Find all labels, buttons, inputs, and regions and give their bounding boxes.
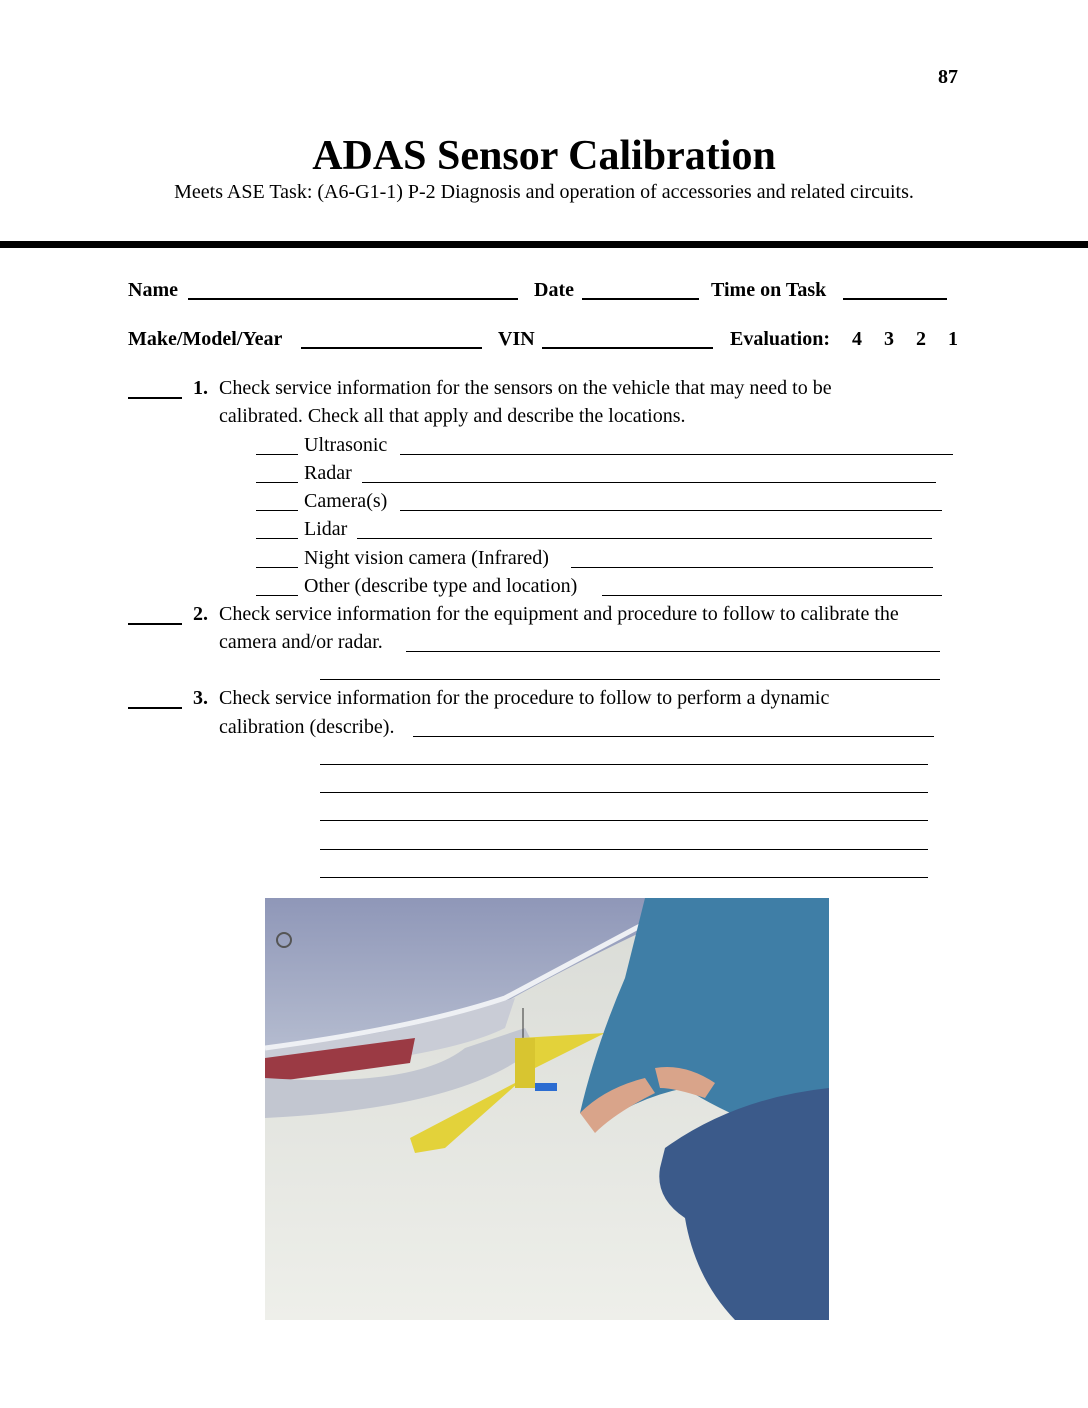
evaluation-score-2[interactable]: 2 xyxy=(916,328,926,350)
other-label: Other (describe type and location) xyxy=(304,575,578,597)
ultrasonic-location-field[interactable] xyxy=(400,454,953,455)
evaluation-score-1[interactable]: 1 xyxy=(948,328,958,350)
ultrasonic-label: Ultrasonic xyxy=(304,434,388,456)
name-field[interactable] xyxy=(188,298,518,300)
step-2-text-line-2: camera and/or radar. xyxy=(219,631,383,653)
step-3-answer-line-6[interactable] xyxy=(320,877,928,878)
evaluation-score-3[interactable]: 3 xyxy=(884,328,894,350)
header-divider xyxy=(0,241,1088,248)
lidar-label: Lidar xyxy=(304,518,348,540)
cameras-label: Camera(s) xyxy=(304,490,388,512)
make-model-year-field[interactable] xyxy=(301,347,482,349)
step-1-check-field[interactable] xyxy=(128,397,182,399)
step-2-answer-line-1[interactable] xyxy=(406,651,940,652)
evaluation-score-4[interactable]: 4 xyxy=(852,328,862,350)
step-3-answer-line-1[interactable] xyxy=(413,736,934,737)
date-label: Date xyxy=(534,279,574,301)
step-2-text-line-1: Check service information for the equipment and procedure to follow to calibrate the xyxy=(219,603,899,625)
night-vision-checkbox[interactable] xyxy=(256,567,298,568)
step-3-answer-line-4[interactable] xyxy=(320,820,928,821)
step-1-text-line-2: calibrated. Check all that apply and describe the locations. xyxy=(219,405,686,427)
date-field[interactable] xyxy=(582,298,699,300)
cameras-checkbox[interactable] xyxy=(256,510,298,511)
radar-label: Radar xyxy=(304,462,352,484)
step-2-number: 2. xyxy=(193,603,208,625)
vin-label: VIN xyxy=(498,328,535,350)
step-3-text-line-2: calibration (describe). xyxy=(219,716,395,738)
page-title: ADAS Sensor Calibration xyxy=(312,133,776,179)
time-on-task-field[interactable] xyxy=(843,298,947,300)
step-1-text-line-1: Check service information for the sensors on the vehicle that may need to be xyxy=(219,377,832,399)
evaluation-label: Evaluation: xyxy=(730,328,831,350)
vin-field[interactable] xyxy=(542,347,713,349)
lidar-checkbox[interactable] xyxy=(256,538,298,539)
cameras-location-field[interactable] xyxy=(400,510,942,511)
page-number: 87 xyxy=(938,66,958,88)
step-3-check-field[interactable] xyxy=(128,707,182,709)
ultrasonic-checkbox[interactable] xyxy=(256,454,298,455)
step-3-text-line-1: Check service information for the procedure to follow to perform a dynamic xyxy=(219,687,830,709)
other-checkbox[interactable] xyxy=(256,595,298,596)
radar-checkbox[interactable] xyxy=(256,482,298,483)
time-on-task-label: Time on Task xyxy=(711,279,827,301)
night-vision-location-field[interactable] xyxy=(571,567,933,568)
step-3-answer-line-2[interactable] xyxy=(320,764,928,765)
name-label: Name xyxy=(128,279,178,301)
step-3-answer-line-5[interactable] xyxy=(320,849,928,850)
subtitle: Meets ASE Task: (A6-G1-1) P-2 Diagnosis and operation of accessories and related circuits. xyxy=(174,181,914,203)
make-model-year-label: Make/Model/Year xyxy=(128,328,283,350)
calibration-photo xyxy=(265,898,829,1320)
step-2-check-field[interactable] xyxy=(128,623,182,625)
step-1-number: 1. xyxy=(193,377,208,399)
step-3-answer-line-3[interactable] xyxy=(320,792,928,793)
night-vision-label: Night vision camera (Infrared) xyxy=(304,547,549,569)
radar-location-field[interactable] xyxy=(362,482,936,483)
step-3-number: 3. xyxy=(193,687,208,709)
step-2-answer-line-2[interactable] xyxy=(320,679,940,680)
other-location-field[interactable] xyxy=(602,595,942,596)
lidar-location-field[interactable] xyxy=(357,538,932,539)
